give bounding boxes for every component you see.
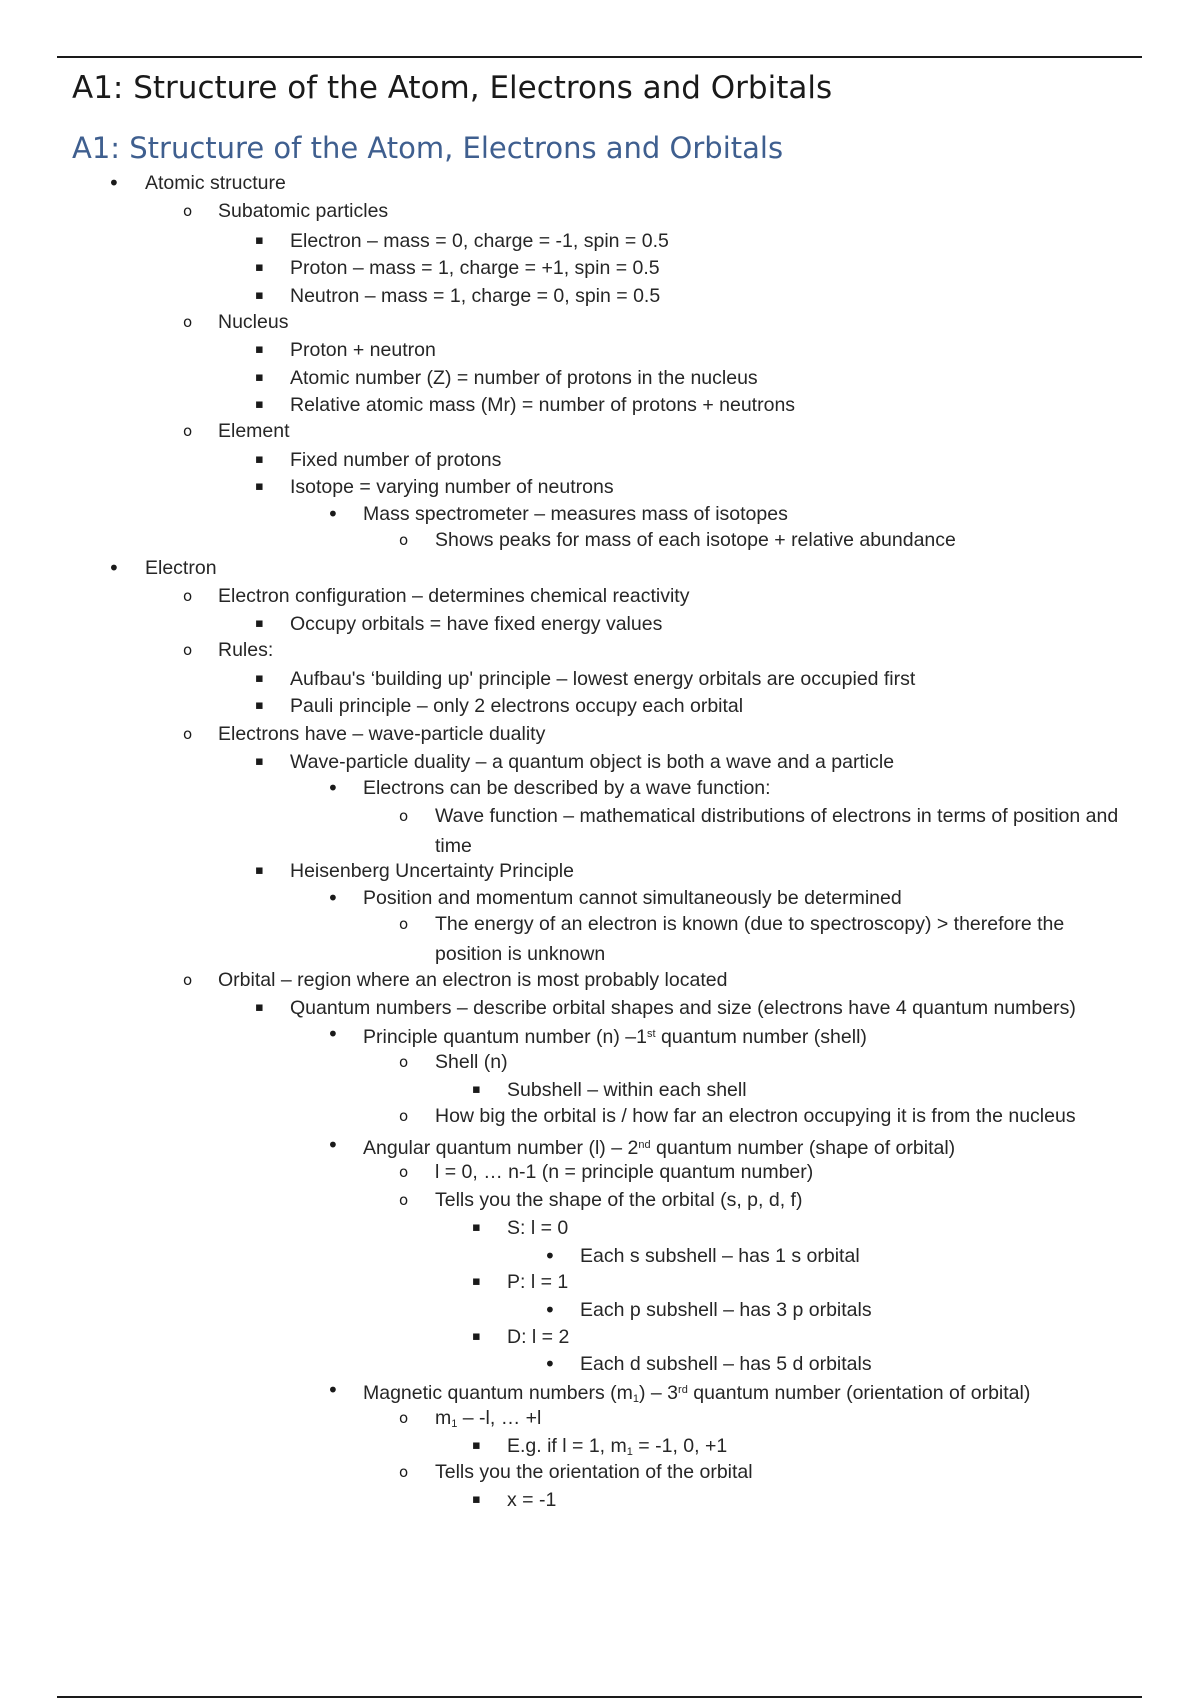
subscript: 1 (451, 1418, 458, 1430)
list-item: Electrons have – wave-particle duality (218, 723, 546, 745)
bullet-disc-icon: • (544, 1298, 556, 1322)
bullet-circle-icon: o (183, 313, 193, 331)
list-item: Mass spectrometer – measures mass of isotopes (363, 503, 788, 525)
list-item: Electron (145, 557, 217, 579)
bullet-square-icon: ▪ (472, 1492, 481, 1507)
bullet-square-icon: ▪ (255, 616, 264, 631)
list-item: Quantum numbers – describe orbital shapes and size (electrons have 4 quantum numbers) (290, 997, 1076, 1019)
list-item-text: E.g. if l = 1, m (507, 1435, 627, 1457)
bullet-disc-icon: • (327, 776, 339, 800)
list-item: Proton – mass = 1, charge = +1, spin = 0.5 (290, 257, 660, 279)
list-item: Neutron – mass = 1, charge = 0, spin = 0.5 (290, 285, 661, 307)
list-item: Each d subshell – has 5 d orbitals (580, 1353, 872, 1375)
list-item: Each p subshell – has 3 p orbitals (580, 1299, 872, 1321)
bullet-square-icon: ▪ (255, 863, 264, 878)
list-item: Electrons can be described by a wave function: (363, 777, 771, 799)
bullet-circle-icon: o (183, 202, 193, 220)
bullet-square-icon: ▪ (255, 233, 264, 248)
bullet-circle-icon: o (183, 641, 193, 659)
list-item-text: – -l, … +l (457, 1407, 542, 1429)
bullet-circle-icon: o (183, 422, 193, 440)
list-item: The energy of an electron is known (due to spectroscopy) > therefore the position is unknown (435, 913, 1065, 965)
bullet-disc-icon: • (544, 1244, 556, 1268)
bullet-square-icon: ▪ (255, 260, 264, 275)
bullet-square-icon: ▪ (472, 1438, 481, 1453)
list-item-text: = -1, 0, +1 (632, 1435, 728, 1457)
list-item: Tells you the orientation of the orbital (435, 1461, 753, 1483)
list-item: Each s subshell – has 1 s orbital (580, 1245, 860, 1267)
bullet-disc-icon: • (327, 1133, 339, 1157)
document-title: A1: Structure of the Atom, Electrons and Orbitals (72, 70, 833, 106)
bullet-circle-icon: o (399, 1163, 409, 1181)
bullet-circle-icon: o (399, 1107, 409, 1125)
superscript: st (646, 1028, 656, 1040)
list-item: Proton + neutron (290, 339, 436, 361)
list-item: Orbital – region where an electron is most probably located (218, 969, 728, 991)
bullet-circle-icon: o (399, 1409, 409, 1427)
bullet-circle-icon: o (399, 807, 409, 825)
bullet-square-icon: ▪ (255, 698, 264, 713)
bullet-square-icon: ▪ (255, 342, 264, 357)
bullet-square-icon: ▪ (255, 397, 264, 412)
bullet-square-icon: ▪ (255, 288, 264, 303)
list-item: Heisenberg Uncertainty Principle (290, 860, 574, 882)
superscript: rd (678, 1384, 688, 1396)
bullet-circle-icon: o (183, 587, 193, 605)
bullet-disc-icon: • (327, 1022, 339, 1046)
subscript: 1 (626, 1446, 633, 1458)
list-item: How big the orbital is / how far an electron occupying it is from the nucleus (435, 1105, 1076, 1127)
bullet-square-icon: ▪ (255, 1000, 264, 1015)
list-item: Atomic number (Z) = number of protons in the nucleus (290, 367, 758, 389)
list-item: Rules: (218, 639, 274, 661)
bullet-disc-icon: • (544, 1352, 556, 1376)
bullet-square-icon: ▪ (472, 1274, 481, 1289)
top-rule (57, 56, 1142, 58)
list-item: Aufbau's ‘building up' principle – lowest energy orbitals are occupied first (290, 668, 916, 690)
list-item: Electron – mass = 0, charge = -1, spin = 0.5 (290, 230, 669, 252)
bullet-square-icon: ▪ (255, 754, 264, 769)
superscript: nd (638, 1139, 651, 1151)
list-item: Pauli principle – only 2 electrons occupy each orbital (290, 695, 744, 717)
list-item-text: Magnetic quantum numbers (m (363, 1382, 633, 1404)
section-heading: A1: Structure of the Atom, Electrons and Orbitals (72, 131, 784, 165)
list-item: Subatomic particles (218, 200, 389, 222)
bullet-square-icon: ▪ (255, 452, 264, 467)
bullet-square-icon: ▪ (472, 1082, 481, 1097)
list-item: Tells you the shape of the orbital (s, p, d, f) (435, 1189, 803, 1211)
bullet-circle-icon: o (399, 915, 409, 933)
list-item: Isotope = varying number of neutrons (290, 476, 614, 498)
list-item: Occupy orbitals = have fixed energy values (290, 613, 663, 635)
list-item: Wave-particle duality – a quantum object is both a wave and a particle (290, 751, 895, 773)
bullet-circle-icon: o (183, 725, 193, 743)
list-item-text: quantum number (shell) (655, 1026, 867, 1048)
list-item: Position and momentum cannot simultaneously be determined (363, 887, 902, 909)
list-item: P: l = 1 (507, 1271, 569, 1293)
bullet-disc-icon: • (327, 1378, 339, 1402)
bullet-disc-icon: • (327, 886, 339, 910)
list-item: l = 0, … n-1 (n = principle quantum number) (435, 1161, 814, 1183)
list-item: S: l = 0 (507, 1217, 569, 1239)
list-item: Wave function – mathematical distributions of electrons in terms of position and time (435, 805, 1119, 857)
list-item: Shell (n) (435, 1051, 508, 1073)
list-item: Atomic structure (145, 172, 286, 194)
bullet-square-icon: ▪ (255, 479, 264, 494)
list-item-text: Principle quantum number (n) –1 (363, 1026, 647, 1048)
bullet-square-icon: ▪ (472, 1329, 481, 1344)
bullet-square-icon: ▪ (472, 1220, 481, 1235)
list-item: Subshell – within each shell (507, 1079, 747, 1101)
list-item: Element (218, 420, 290, 442)
bullet-square-icon: ▪ (255, 370, 264, 385)
bullet-circle-icon: o (399, 531, 409, 549)
list-item: D: l = 2 (507, 1326, 570, 1348)
list-item-text: quantum number (orientation of orbital) (687, 1382, 1031, 1404)
list-item: x = -1 (507, 1489, 557, 1511)
list-item: Electron configuration – determines chemical reactivity (218, 585, 690, 607)
list-item: Shows peaks for mass of each isotope + relative abundance (435, 529, 956, 551)
list-item-text: quantum number (shape of orbital) (650, 1137, 956, 1159)
bottom-rule (57, 1696, 1142, 1698)
bullet-circle-icon: o (399, 1053, 409, 1071)
bullet-disc-icon: • (327, 502, 339, 526)
list-item-text: m (435, 1407, 452, 1429)
bullet-disc-icon: • (108, 171, 120, 195)
list-item: Relative atomic mass (Mr) = number of protons + neutrons (290, 394, 796, 416)
list-item-text: Angular quantum number (l) – 2 (363, 1137, 639, 1159)
bullet-circle-icon: o (399, 1463, 409, 1481)
bullet-circle-icon: o (399, 1191, 409, 1209)
list-item: Nucleus (218, 311, 289, 333)
bullet-square-icon: ▪ (255, 671, 264, 686)
subscript: 1 (632, 1393, 639, 1405)
bullet-disc-icon: • (108, 556, 120, 580)
list-item: Fixed number of protons (290, 449, 502, 471)
list-item-text: ) – 3 (639, 1382, 679, 1404)
bullet-circle-icon: o (183, 971, 193, 989)
